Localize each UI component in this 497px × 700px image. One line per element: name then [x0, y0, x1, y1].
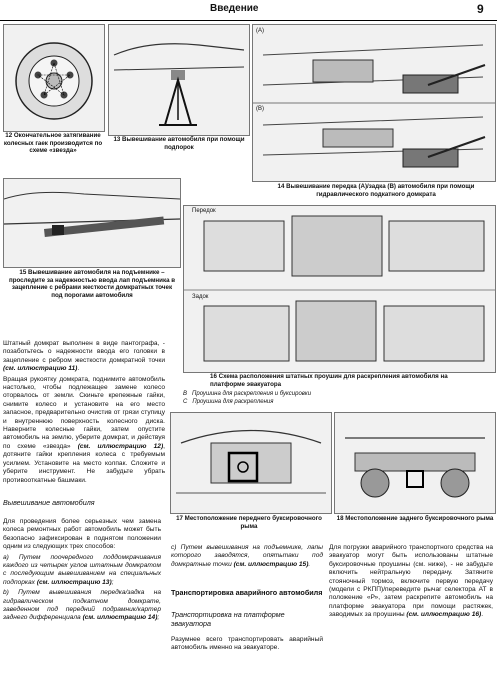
legend-text: Проушина для раскрепления	[192, 399, 274, 405]
ref-illustration-11: (см. иллюстрацию 11)	[3, 365, 78, 373]
lifting-text-left	[3, 518, 161, 625]
page-number: 9	[477, 2, 484, 16]
figure-18-rear-tow-eye	[334, 412, 496, 514]
figure-16-rear-label: Задок	[192, 294, 209, 300]
figure-16-legend-b	[183, 391, 311, 397]
subheading-lifting: Вывешивание автомобиля	[3, 498, 95, 507]
lifting-intro: Для проведения более серьезных чем замена колеса ремонтных работ автомобиль может быть безопасно зафиксирован в поднятом положении одним из следующих трех способов:	[3, 518, 161, 551]
jack-paragraph-1: Штатный домкрат выполнен в виде пантографа, - позаботьтесь о надежности ввода его головки в зацепление с ребром жесткости домкратной точки (см. иллюстрацию 11).	[3, 340, 165, 373]
figure-14-label-a: (A)	[256, 28, 264, 34]
figure-18-caption: 18 Местоположение заднего буксировочного рыма	[336, 515, 494, 522]
figure-12-caption: 12 Окончательное затягивание колесных гаек производится по схеме «звезда»	[3, 132, 103, 155]
jack-text-block	[3, 340, 165, 487]
figure-14-caption: 14 Вывешивание передка (А)/задка (В) автомобиля при помощи гидравлического подкатного домкрата	[277, 183, 475, 198]
towing-paragraph-1: Разумнее всего транспортировать аварийный автомобиль именно на эвакуаторе.	[171, 636, 323, 652]
legend-key: C	[183, 399, 188, 405]
subheading-towing: Транспортировка аварийного автомобиля	[171, 588, 323, 597]
legend-key: B	[183, 391, 188, 397]
figure-13-jack-stands	[108, 24, 250, 136]
lifting-option-a: а) Путем поочередного поддомкрачивания каждого из четырех углов штатным домкратом с последующим вывешиванием на специальных подпорках (см. иллюстрацию 13);	[3, 553, 161, 586]
figure-14-hydraulic-jack	[252, 24, 496, 182]
ref-illustration-12: (см. иллюстрацию 12)	[77, 442, 164, 450]
ref-illustration-16: (см. иллюстрацию 16)	[406, 611, 482, 619]
lifting-option-c: с) Путем вывешивания на подъемнике, лапы которого заводятся, опятьтаки под домкратные точки (см. иллюстрацию 15).	[171, 544, 323, 568]
towing-paragraph-2: Для погрузки аварийного транспортного средства на эвакуатор могут быть использованы штатные буксировочные проушины (см. ниже), - не забудьте включить нейтральную передачу. Затяните стояночный тормоз, включите первую передачу (модели с РКПП)/переведите рычаг селектора АТ в положение «Р», затем раскрепите автомобиль на платформе эвакуатора при помощи растяжек, заводимых за проушины (см. иллюстрацию 16).	[329, 544, 493, 619]
figure-17-front-tow-eye	[170, 412, 332, 514]
figure-15-lift	[3, 178, 181, 268]
towing-text-right	[329, 544, 493, 622]
figure-16-tie-down-eyes	[183, 205, 496, 373]
figure-12-wheel-nut-star-pattern	[3, 24, 105, 132]
ref-illustration-15: (см. иллюстрацию 15)	[233, 560, 309, 568]
ref-illustration-13: (см. иллюстрацию 13)	[36, 578, 112, 586]
figure-13-caption: 13 Вывешивание автомобиля при помощи подпорок	[113, 136, 245, 151]
section-title: Введение	[210, 3, 259, 14]
figure-16-front-label: Передок	[192, 208, 216, 214]
figure-17-caption: 17 Местоположение переднего буксировочного рыма	[176, 515, 322, 530]
lifting-option-b: b) Путем вывешивания передка/задка на гидравлическом подкатном домкрате, заведенном под передний подрамник/картер заднего дифференциала (см. иллюстрацию 14);	[3, 589, 161, 622]
subheading-platform: Транспортировка на платформе эвакуатора	[171, 610, 285, 628]
figure-14-label-b: (B)	[256, 106, 264, 112]
jack-paragraph-2: Вращая рукоятку домкрата, поднимите автомобиль настолько, чтобы подлежащее замене колесо оторвалось от земли. Скиньте крепежные гайки, снимите колесо и установите на его место запасное, предварительно очистив от грязи ступицу и внутреннюю поверхность колесного диска. Наверните колесные гайки, затем опустите автомобиль на землю, уберите домкрат, и действуя по схеме «звезда» (см. иллюстрацию 12), дотяните гайки крепления колеса с требуемым усилием. Установите на место колпак. Сложите и уберите инструмент. Не забудьте убрать противооткатные башмаки.	[3, 375, 166, 484]
figure-16-caption: 16 Схема расположения штатных проушин для раскрепления автомобиля на платформе эвакуатора	[210, 373, 448, 388]
figure-15-caption: 15 Вывешивание автомобиля на подъемнике – проследите за надежностью ввода лап подъемника в зацепление с ребрами жесткости домкратных точек под порогами автомобиля	[8, 269, 176, 299]
legend-text: Проушина для раскрепления и буксировки	[192, 391, 312, 397]
ref-illustration-14: (см. иллюстрацию 14)	[82, 614, 158, 622]
figure-16-legend-c	[183, 399, 273, 405]
